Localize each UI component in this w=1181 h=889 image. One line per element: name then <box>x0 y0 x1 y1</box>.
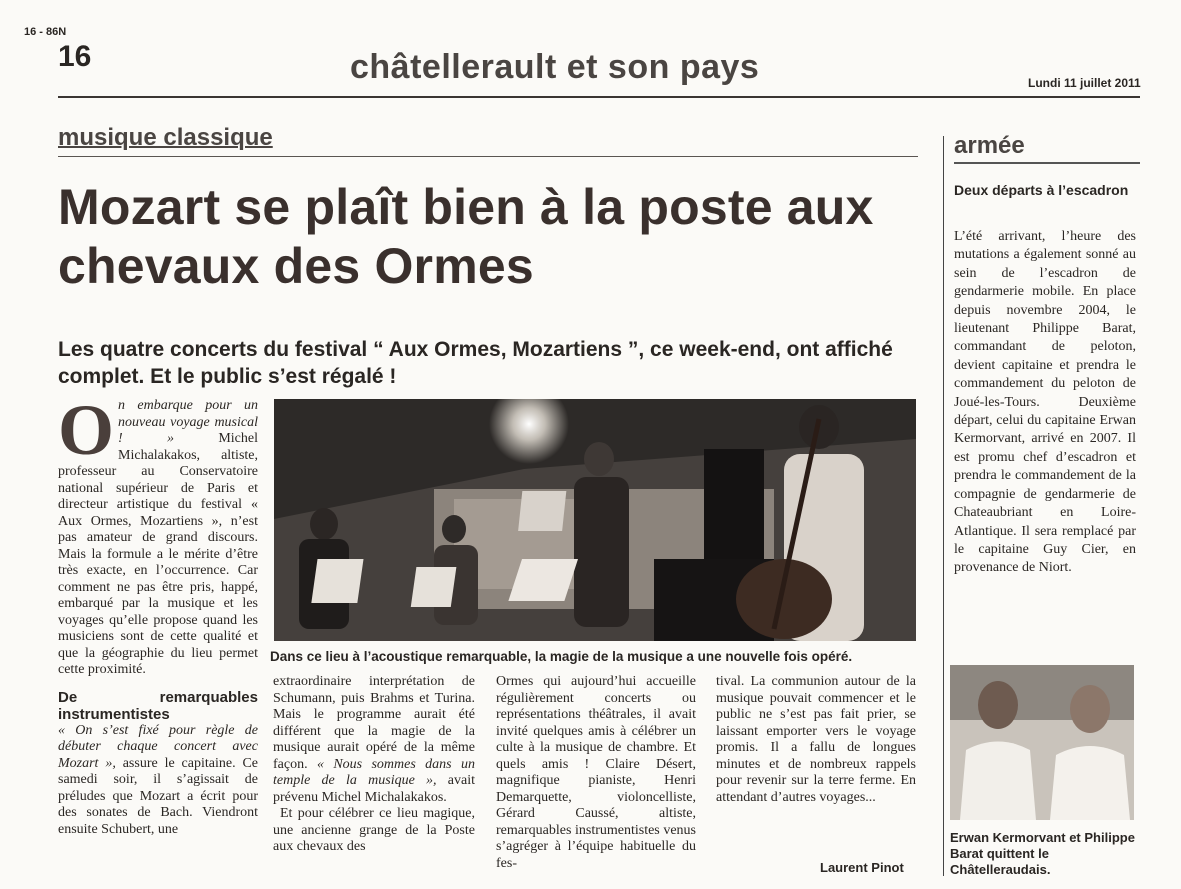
sidebar-rubric: armée <box>954 132 1025 159</box>
article-standfirst: Les quatre concerts du festival “ Aux Ormes, Mozartiens ”, ce week-end, ont affiché complet. Et le public s’est régalé ! <box>58 338 893 389</box>
edition-tag: 16 - 86N <box>24 26 67 38</box>
drop-cap: O <box>58 390 115 470</box>
article-rubric: musique classique <box>58 124 273 151</box>
sidebar-divider <box>943 136 944 876</box>
article-headline: Mozart se plaît bien à la poste aux chevaux des Ormes <box>58 179 874 294</box>
temple-quote: « Nous sommes dans un temple de la musique », <box>273 756 475 788</box>
sidebar-headline: Deux départs à l’escadron <box>954 182 1129 198</box>
article-column-2 <box>273 674 475 856</box>
sidebar-rubric-rule <box>954 162 1140 164</box>
article-column-4 <box>716 674 916 806</box>
author-byline: Laurent Pinot <box>820 860 904 875</box>
rubric-rule <box>58 156 918 157</box>
concert-photo <box>274 399 916 641</box>
article-subtitle: De remarquables instrumentistes <box>58 688 258 723</box>
header-rule <box>58 96 1140 98</box>
column-4-text: tival. La communion autour de la musique pouvait commencer et le public ne s’est pas fait prier, se laissant emporter vers le voyage promis. Il a fallu de longues minutes et de nombreux rappels pour revenir sur la terre ferme. En attendant d’autres voyages... <box>716 674 916 805</box>
column-2-text-a: extraordinaire interprétation de Schumann, puis Brahms et Turina. Mais le programme aurait été différent que la magie de la musique aurait opéré de la même façon. <box>273 674 475 772</box>
captain-quote: « On s’est fixé pour règle de débuter chaque concert avec Mozart », <box>58 722 258 771</box>
sidebar-body: L’été arrivant, l’heure des mutations a également sonné au sein de l’escadron de gendarmerie mobile. En place depuis novembre 2004, le lieutenant Philippe Barat, commandant de peloton, devient capitaine et prendra le commandement du peloton de Joué-les-Tours. Deuxième départ, celui du capitaine Erwan Kermorvant, arrivé en 2007. Il est promu chef d’escadron et prendra le commandement de la compagnie de gendarmerie de Chateaubriant en Loire-Atlantique. Il sera remplacé par le capitaine Guy Cier, en provenance de Niort. <box>954 229 1136 576</box>
issue-date: Lundi 11 juillet 2011 <box>1028 76 1141 90</box>
article-column-3 <box>496 674 696 872</box>
intro-quote: n embarque pour un nouveau voyage musical ! » <box>118 398 258 446</box>
column-2-text-b: avait prévenu Michel Michalakakos. <box>273 773 476 805</box>
article-column-1 <box>58 390 258 838</box>
section-title: châtellerault et son pays <box>350 48 760 86</box>
column-1-body: Michel Michalakakos, altiste, professeur au Conservatoire national supérieur de Paris et directeur artistique du festival « Aux Ormes, Mozartiens », n’est pas amateur de grand discours. Mais la formule a le mérite d’être très exacte, en l’occurrence. Car comment ne pas être pris, happé, embarqué par la musique et les voyages qu’elle propose quand les musiciens sont de cette qualité et que la géographie du lieu permet cette proximité. <box>58 431 258 677</box>
sidebar-photo-caption: Erwan Kermorvant et Philippe Barat quittent le Châtelleraudais. <box>950 830 1135 877</box>
page-number: 16 <box>58 40 92 73</box>
officers-photo <box>950 665 1134 820</box>
photo-caption: Dans ce lieu à l’acoustique remarquable, la magie de la musique a une nouvelle fois opéré. <box>270 649 853 664</box>
column-3-text: Ormes qui aujourd’hui accueille régulièrement concerts ou représentations théâtrales, il avait invité quelques amis à célébrer un culte à la musique de chambre. Et quels amis ! Claire Désert, magnifique pianiste, Henri Demarquette, violoncelliste, Gérard Caussé, altiste, remarquables instrumentistes venus s’agréger à l’équipe habituelle du fes- <box>496 674 696 871</box>
column-2-text-c: Et pour célébrer ce lieu magique, une ancienne grange de la Poste aux chevaux des <box>273 806 475 854</box>
column-1-continued: assure le capitaine. Ce samedi soir, il s’agissait de préludes que Mozart a écrit pour des sonates de Bach. Viendront ensuite Schubert, une <box>58 755 258 837</box>
